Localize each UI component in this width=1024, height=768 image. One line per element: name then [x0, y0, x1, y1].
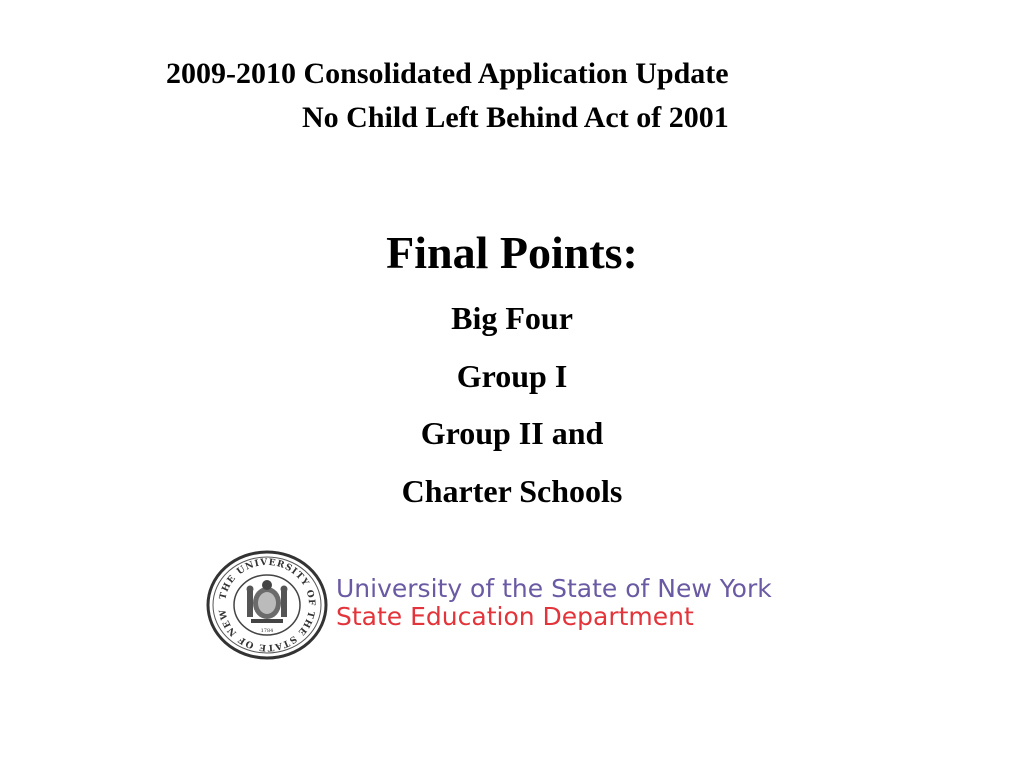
point-item-big-four: Big Four: [451, 300, 573, 336]
logo-line-university: University of the State of New York: [336, 574, 772, 603]
point-item-group-1: Group I: [456, 357, 568, 394]
agency-logo-wordmark: [336, 575, 772, 631]
svg-text:1784: 1784: [260, 628, 274, 634]
points-list: [0, 299, 1024, 529]
slide-title-line-1: 2009-2010 Consolidated Application Update: [166, 57, 729, 90]
point-item-group-2: Group II and: [420, 415, 604, 451]
slide-title-line-2: No Child Left Behind Act of 2001: [302, 101, 729, 134]
svg-text:THE UNIVERSITY OF THE STATE OF: THE UNIVERSITY OF THE STATE OF NEW: [217, 557, 317, 653]
section-heading: Final Points:: [386, 227, 638, 278]
logo-line-department: State Education Department: [336, 602, 694, 631]
nys-university-seal-icon: [205, 549, 329, 661]
point-item-charter-schools: Charter Schools: [401, 472, 623, 509]
